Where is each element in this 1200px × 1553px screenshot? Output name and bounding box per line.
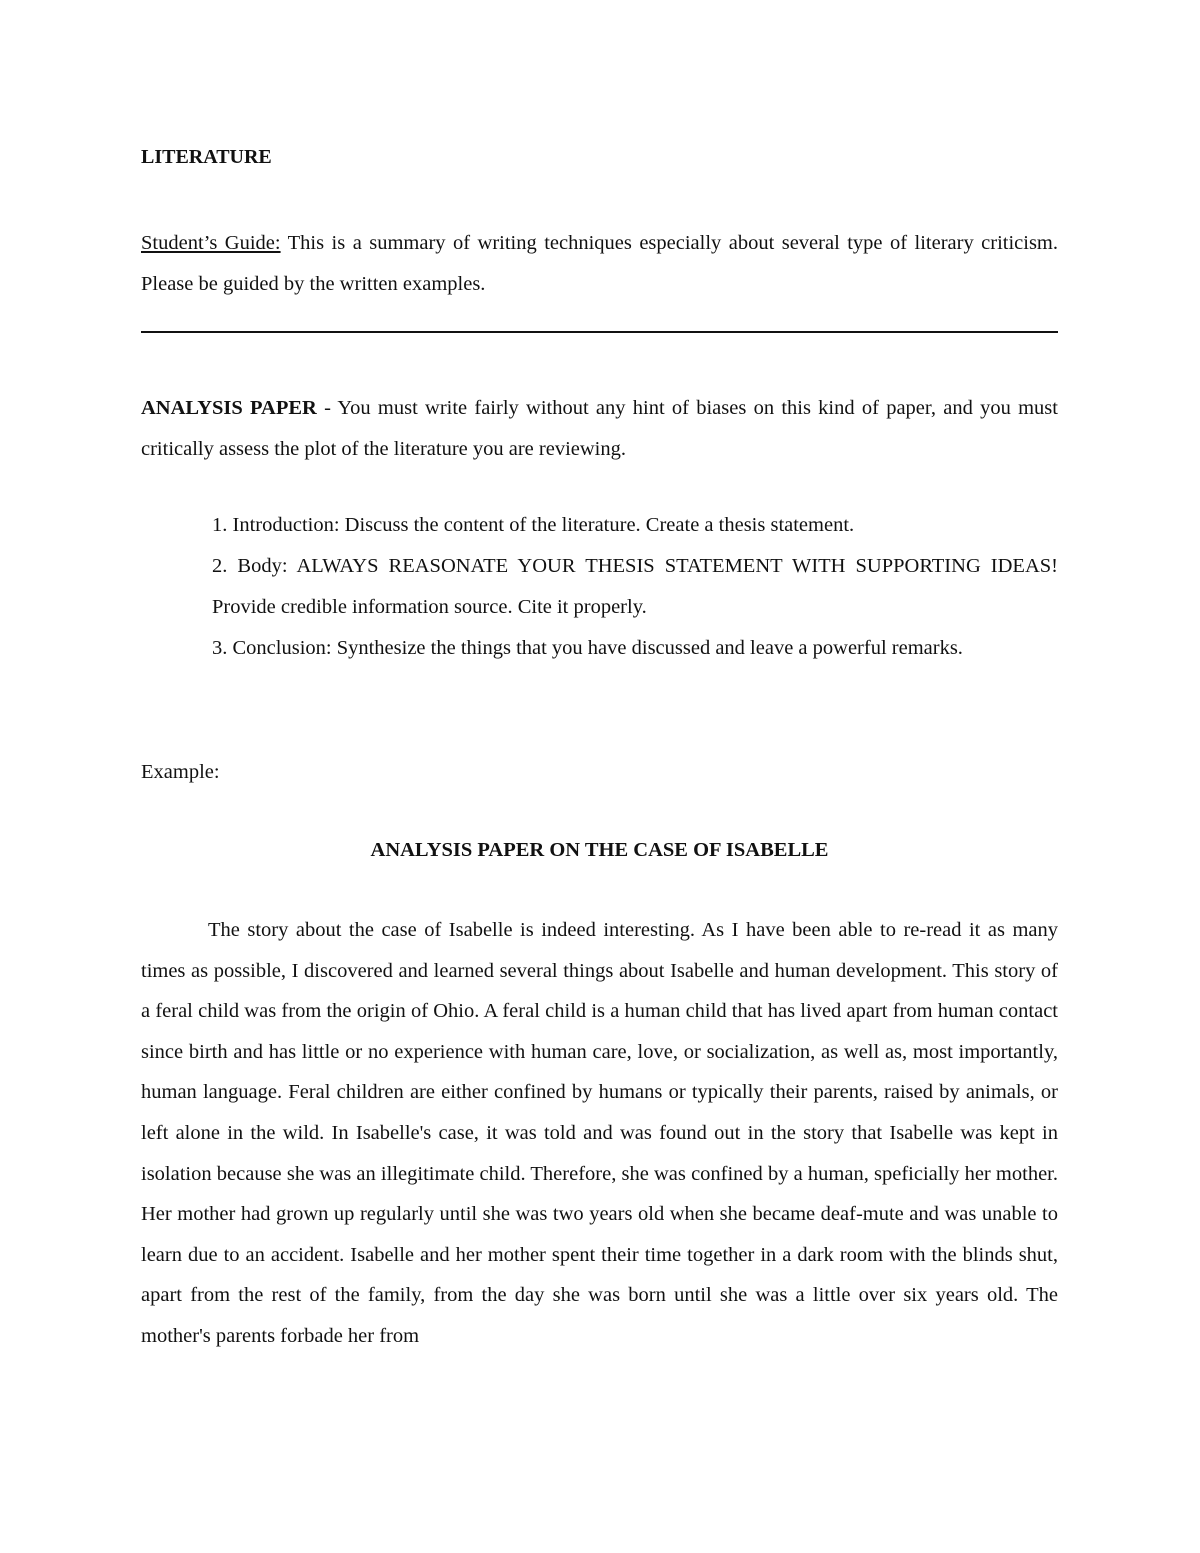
analysis-paper-term: ANALYSIS PAPER	[141, 397, 317, 419]
example-label: Example:	[141, 761, 220, 783]
example-paper-body: The story about the case of Isabelle is indeed interesting. As I have been able to re-read it as many times as possible, I discovered and learned several things about Isabelle and human development. This story of a feral child was from the origin of Ohio. A feral child is a human child that has lived apart from human contact since birth and has little or no experience with human care, love, or socialization, as well as, most importantly, human language. Feral children are either confined by humans or typically their parents, raised by animals, or left alone in the wild. In Isabelle's case, it was told and was found out in the story that Isabelle was kept in isolation because she was an illegitimate child. Therefore, she was confined by a human, speficially her mother. Her mother had grown up regularly until she was two years old when she became deaf-mute and was unable to learn due to an accident. Isabelle and her mother spent their time together in a dark room with the blinds shut, apart from the rest of the family, from the day she was born until she was a little over six years old. The mother's parents forbade her from	[141, 919, 1058, 1347]
step-introduction: 1. Introduction: Discuss the content of the literature. Create a thesis statement.	[212, 514, 855, 536]
horizontal-divider	[141, 331, 1058, 333]
example-paper-title: ANALYSIS PAPER ON THE CASE OF ISABELLE	[370, 839, 829, 861]
students-guide-paragraph	[141, 223, 1058, 305]
analysis-paper-description: - You must write fairly without any hint of biases on this kind of paper, and you must critically assess the plot of the literature you are reviewing.	[141, 397, 1058, 460]
students-guide-text: This is a summary of writing techniques especially about several type of literary criticism. Please be guided by the written examples.	[141, 232, 1059, 295]
analysis-paper-definition	[141, 388, 1058, 470]
steps-list	[212, 505, 1058, 669]
step-body: 2. Body: ALWAYS REASONATE YOUR THESIS STATEMENT WITH SUPPORTING IDEAS! Provide credible information source. Cite it properly.	[212, 555, 1058, 618]
students-guide-label: Student’s Guide:	[141, 232, 281, 254]
step-conclusion: 3. Conclusion: Synthesize the things that you have discussed and leave a powerful remarks.	[212, 637, 963, 659]
document-heading: LITERATURE	[141, 146, 272, 168]
